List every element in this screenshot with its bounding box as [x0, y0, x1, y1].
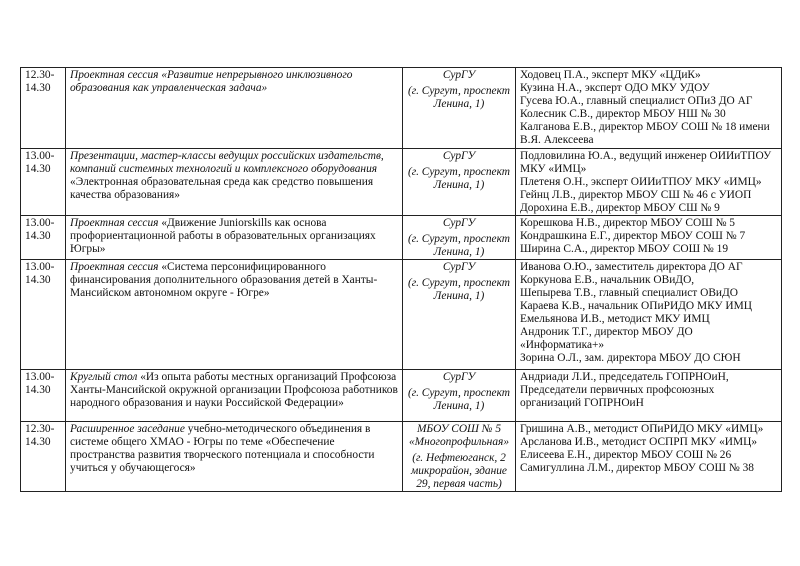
people-cell [516, 68, 782, 149]
participant: Плетеня О.Н., эксперт ОИИиТПОУ МКУ «ИМЦ» [520, 176, 762, 188]
schedule-row [21, 149, 782, 216]
event-type: Проектная сессия [70, 261, 159, 273]
time-end: 14.30 [25, 274, 51, 286]
participant: Председатели первичных профсоюзных организаций ГОПРНОиН [520, 384, 715, 409]
time-cell [21, 149, 66, 216]
participant: Самигуллина Л.М., директор МБОУ СОШ № 38 [520, 462, 754, 474]
participant: Кондрашкина Е.Г., директор МБОУ СОШ № 7 [520, 230, 746, 242]
event-title: «Из опыта работы местных организаций Профсоюза Ханты-Мансийской окружной организации Профсоюза работников народного образования и науки Российской Федерации» [70, 371, 398, 409]
time-cell [21, 260, 66, 370]
event-cell [66, 370, 403, 422]
participant: Кузина Н.А., эксперт ОДО МКУ УДОУ [520, 82, 710, 94]
people-cell [516, 260, 782, 370]
participant: Калганова Е.В., директор МБОУ СОШ № 18 имени В.Я. Алексеева [520, 121, 770, 146]
venue-name: СурГУ [442, 217, 476, 229]
venue-cell [403, 149, 516, 216]
venue-cell [403, 68, 516, 149]
venue-cell [403, 260, 516, 370]
participant: Коркунова Е.В., начальник ОВиДО, [520, 274, 695, 286]
people-cell [516, 422, 782, 492]
event-cell [66, 422, 403, 492]
participant: Гусева Ю.А., главный специалист ОПиЗ ДО АГ [520, 95, 753, 107]
event-type: Проектная сессия [70, 217, 159, 229]
time-end: 14.30 [25, 163, 51, 175]
venue-name: СурГУ [442, 69, 476, 81]
event-title: учебно-методического объединения в системе общего ХМАО - Югры по теме «Обеспечение пространства развития творческого потенциала и способности учиться у обучающегося» [70, 423, 375, 474]
people-cell [516, 149, 782, 216]
people-cell [516, 370, 782, 422]
participant: Гришина А.В., методист ОПиРИДО МКУ «ИМЦ» [520, 423, 764, 435]
time-start: 13.00- [25, 371, 55, 383]
time-start: 13.00- [25, 150, 55, 162]
venue-address: (г. Нефтеюганск, 2 микрорайон, здание 29, первая часть) [411, 452, 507, 490]
time-start: 12.30- [25, 423, 55, 435]
participant: Караева К.В., начальник ОПиРИДО МКУ ИМЦ [520, 300, 752, 312]
event-type: Круглый стол [70, 371, 138, 383]
schedule-row [21, 68, 782, 149]
participant: Емельянова И.В., методист МКУ ИМЦ [520, 313, 710, 325]
time-cell [21, 216, 66, 260]
venue-address: (г. Сургут, проспект Ленина, 1) [408, 277, 510, 302]
participant: Подловилина Ю.А., ведущий инженер ОИИиТПОУ МКУ «ИМЦ» [520, 150, 772, 175]
time-cell [21, 68, 66, 149]
event-cell [66, 260, 403, 370]
participant: Дорохина Е.В., директор МБОУ СШ № 9 [520, 202, 720, 214]
time-cell [21, 422, 66, 492]
venue-address: (г. Сургут, проспект Ленина, 1) [408, 233, 510, 258]
schedule-row [21, 370, 782, 422]
participant: Ходовец П.А., эксперт МКУ «ЦДиК» [520, 69, 701, 81]
time-start: 12.30- [25, 69, 55, 81]
time-end: 14.30 [25, 230, 51, 242]
time-start: 13.00- [25, 261, 55, 273]
people-cell [516, 216, 782, 260]
venue-name: СурГУ [442, 150, 476, 162]
event-cell [66, 149, 403, 216]
event-title: «Система персонифицированного финансирования дополнительного образования детей в Ханты-Мансийском автономном округе - Югре» [70, 261, 378, 299]
schedule-row [21, 216, 782, 260]
participant: Колесник С.В., директор МБОУ НШ № 30 [520, 108, 726, 120]
time-end: 14.30 [25, 82, 51, 94]
venue-cell [403, 370, 516, 422]
event-title: «Развитие непрерывного инклюзивного образования как управленческая задача» [70, 69, 353, 94]
schedule-body [21, 68, 782, 492]
time-start: 13.00- [25, 217, 55, 229]
event-cell [66, 68, 403, 149]
venue-address: (г. Сургут, проспект Ленина, 1) [408, 387, 510, 412]
event-title: «Электронная образовательная среда как средство повышения качества образования» [70, 176, 374, 201]
time-end: 14.30 [25, 384, 51, 396]
schedule-row [21, 260, 782, 370]
venue-name: МБОУ СОШ № 5 «Многопрофильная» [408, 423, 510, 448]
participant: Корешкова Н.В., директор МБОУ СОШ № 5 [520, 217, 735, 229]
venue-address: (г. Сургут, проспект Ленина, 1) [408, 85, 510, 110]
participant: Иванова О.Ю., заместитель директора ДО АГ [520, 261, 743, 273]
event-title: «Движение Juniorskills как основа профориентационной работы в образовательных организациях Югры» [70, 217, 376, 255]
venue-cell [403, 216, 516, 260]
venue-name: СурГУ [442, 371, 476, 383]
event-type: Презентации, мастер-классы ведущих российских издательств, компаний системных технологий и комплексного оборудования [70, 150, 384, 175]
participant: Гейнц Л.В., директор МБОУ СШ № 46 с УИОП [520, 189, 752, 201]
participant: Ширина С.А., директор МБОУ СОШ № 19 [520, 243, 729, 255]
event-cell [66, 216, 403, 260]
schedule-table [20, 67, 782, 492]
participant: Зорина О.Л., зам. директора МБОУ ДО СЮН [520, 352, 741, 364]
schedule-row [21, 422, 782, 492]
venue-cell [403, 422, 516, 492]
participant: Шепырева Т.В., главный специалист ОВиДО [520, 287, 739, 299]
participant: Андроник Т.Г., директор МБОУ ДО «Информатика+» [520, 326, 693, 351]
venue-address: (г. Сургут, проспект Ленина, 1) [408, 166, 510, 191]
participant: Андриади Л.И., председатель ГОПРНОиН, [520, 371, 729, 383]
time-cell [21, 370, 66, 422]
participant: Арсланова И.В., методист ОСПРП МКУ «ИМЦ» [520, 436, 758, 448]
event-type: Расширенное заседание [70, 423, 185, 435]
time-end: 14.30 [25, 436, 51, 448]
participant: Елисеева Е.Н., директор МБОУ СОШ № 26 [520, 449, 732, 461]
event-type: Проектная сессия [70, 69, 159, 81]
venue-name: СурГУ [442, 261, 476, 273]
